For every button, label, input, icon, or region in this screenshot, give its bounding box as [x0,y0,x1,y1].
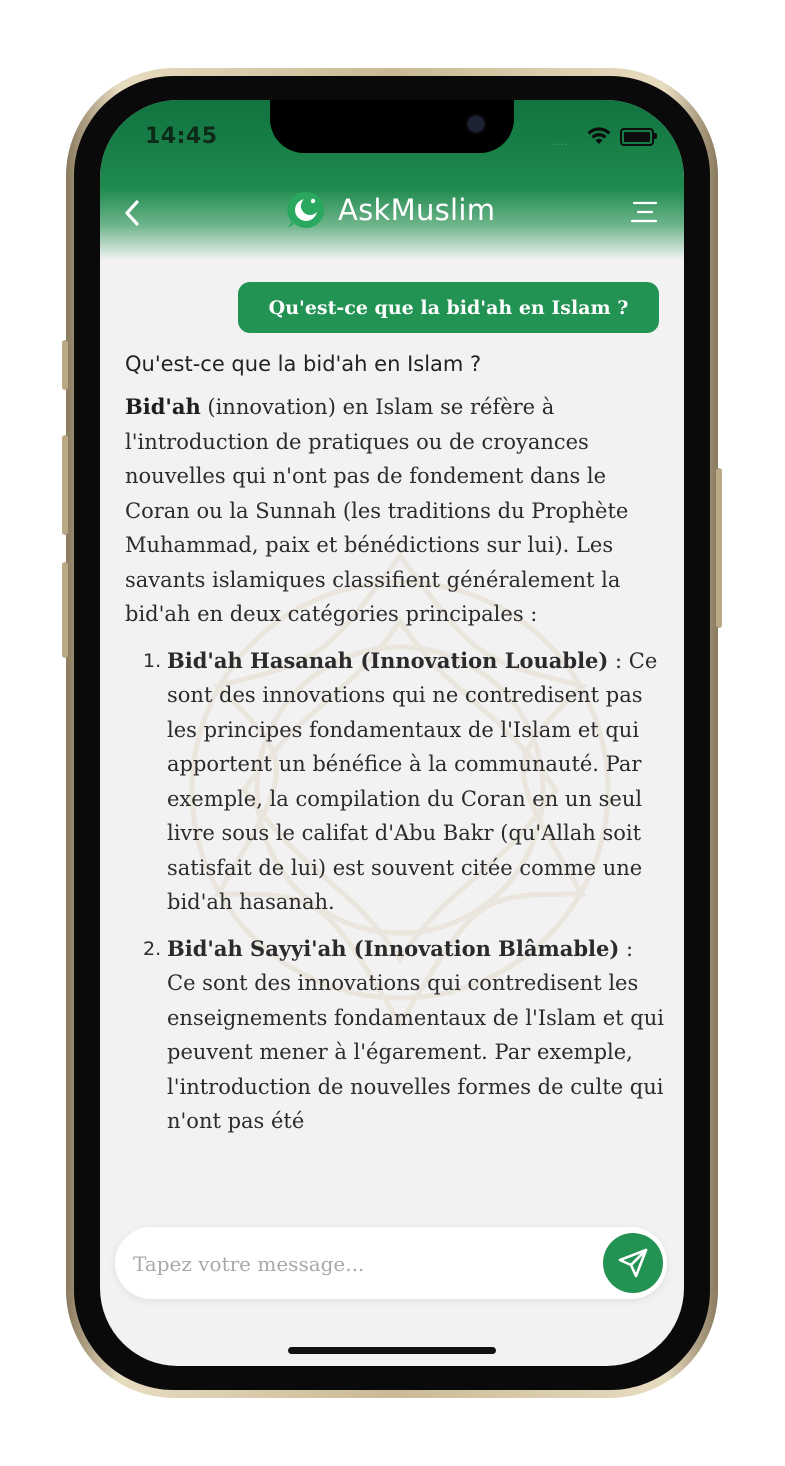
list-item-title: Bid'ah Hasanah (Innovation Louable) [167,647,609,673]
send-button[interactable] [603,1233,663,1293]
status-time: 14:45 [145,124,218,149]
assistant-answer [125,352,665,1151]
answer-question-heading: Qu'est-ce que la bid'ah en Islam ? [125,352,482,376]
answer-points-list [125,644,665,1139]
app-title: AskMuslim [338,193,496,227]
app-screen [100,100,684,1366]
list-item [125,932,665,1139]
volume-down-button [62,562,68,658]
answer-intro [125,390,665,632]
crescent-chat-logo-icon [286,190,326,230]
chevron-left-icon [123,198,141,228]
notch [270,100,514,153]
answer-intro-term: Bid'ah [125,394,201,419]
user-message-bubble: Qu'est-ce que la bid'ah en Islam ? [238,282,659,333]
paper-plane-icon [616,1246,650,1280]
list-item-title: Bid'ah Sayyi'ah (Innovation Blâmable) [167,935,620,961]
back-button[interactable] [118,196,146,230]
chat-area[interactable] [100,260,684,1210]
message-input[interactable] [131,1245,595,1283]
battery-tip [654,133,657,139]
cellular-signal-icon: ···· [552,140,569,151]
list-item-number: 2. [143,937,162,960]
menu-button[interactable] [630,200,658,224]
answer-intro-text: (innovation) en Islam se réfère à l'introduction de pratiques ou de croyances nouvelles qui n'ont pas de fondement dans le Coran ou la Sunnah (les traditions du Prophète Muhammad, paix et bénédictions sur lui). Les savants islamiques classifient généralement la bid'ah en deux catégories principales : [125,395,629,626]
app-brand [286,190,495,230]
app-header [100,100,684,260]
home-indicator[interactable] [288,1347,496,1354]
message-composer [115,1227,667,1299]
list-item [125,644,665,920]
power-button [716,468,722,628]
mute-switch [62,340,68,390]
front-camera [466,114,486,134]
volume-up-button [62,435,68,535]
battery-icon [620,128,654,146]
list-item-number: 1. [143,649,162,672]
menu-icon [630,200,658,224]
list-item-text: : Ce sont des innovations qui contredisent les enseignements fondamentaux de l'Islam et qui peuvent mener à l'égarement. Par exemple, l'introduction de nouvelles formes de culte qui n'ont pas été [167,936,664,1133]
wifi-icon [586,126,612,146]
list-item-text: : Ce sont des innovations qui ne contredisent pas les principes fondamentaux de l'Islam et qui apportent un bénéfice à la communauté. Par exemple, la compilation du Coran en un seul livre sous le califat d'Abu Bakr (qu'Allah soit satisfait de lui) est souvent citée comme une bid'ah hasanah. [167,648,658,914]
